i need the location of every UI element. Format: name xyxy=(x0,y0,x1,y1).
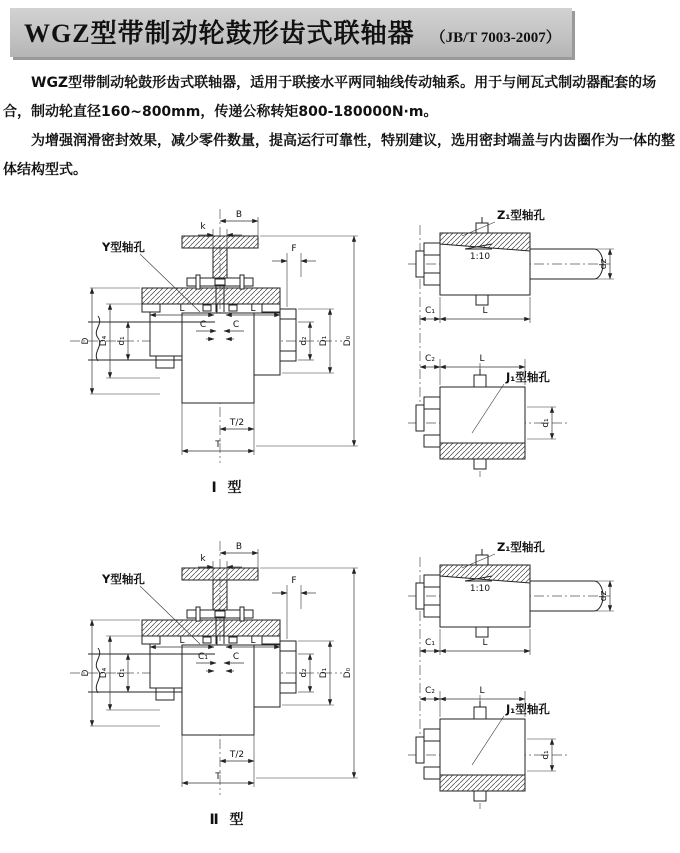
dim-label-D: D xyxy=(81,669,91,677)
dim-label-k: k xyxy=(200,554,206,564)
j1-bore-view xyxy=(408,354,570,477)
taper-label: 1:10 xyxy=(469,584,491,594)
brake-wheel-rim-section xyxy=(182,568,258,580)
dim-label-T-half: T/2 xyxy=(229,418,245,428)
dim-label-C2: C₂ xyxy=(425,686,435,696)
dim-label-L-j: L xyxy=(479,354,485,364)
callout-y-bore: Y型轴孔 xyxy=(102,240,145,254)
dim-label-L-left: L xyxy=(179,636,185,646)
paragraph-1: WGZ型带制动轮鼓形齿式联轴器，适用于联接水平两同轴线传动轴系。用于与闸瓦式制动器配套的场合，制动轮直径160~800mm，传递公称转矩800-180000N·m。 xyxy=(3,75,657,120)
dim-label-D0: D₀ xyxy=(343,335,353,347)
figure-caption: Ⅰ 型 xyxy=(211,480,245,496)
gear-ring-section xyxy=(142,620,280,636)
intro-text xyxy=(3,69,677,185)
dim-label-C2: C₂ xyxy=(425,354,435,364)
dim-label-dz: dz xyxy=(599,258,609,270)
dim-label-D0: D₀ xyxy=(343,667,353,679)
dim-label-L-z: L xyxy=(482,638,488,648)
dim-label-D1: D₁ xyxy=(319,335,329,347)
dim-label-B: B xyxy=(235,210,243,220)
dim-label-C1: C₁ xyxy=(425,306,435,316)
coupling-figure xyxy=(10,191,680,501)
dim-label-C-right: C xyxy=(232,652,240,662)
page-title: WGZ型带制动轮鼓形齿式联轴器 xyxy=(24,19,415,48)
j1-bore-view xyxy=(408,686,570,809)
callout-z1-bore: Z₁型轴孔 xyxy=(497,540,545,554)
dim-label-d1-j: d₁ xyxy=(541,750,551,760)
dim-label-d2: d₂ xyxy=(299,668,309,678)
dim-label-T: T xyxy=(215,440,221,450)
paragraph-2: 为增强润滑密封效果，减少零件数量，提高运行可靠性，特别建议，选用密封端盖与内齿圈作为一体的整体结构型式。 xyxy=(3,133,675,178)
dim-label-F: F xyxy=(291,576,297,586)
dim-label-D4: D₄ xyxy=(99,335,109,347)
callout-j1-bore: J₁型轴孔 xyxy=(506,370,550,384)
dim-label-L-right: L xyxy=(250,636,256,646)
j1-taper-section xyxy=(440,443,525,459)
dim-label-F: F xyxy=(291,244,297,254)
dim-label-d1: d₁ xyxy=(117,336,127,346)
dim-label-d2: d₂ xyxy=(299,336,309,346)
figure-caption: Ⅱ 型 xyxy=(209,812,247,828)
dim-label-C-right: C xyxy=(232,320,240,330)
dim-label-C1: C₁ xyxy=(425,638,435,648)
title-banner xyxy=(10,8,572,57)
callout-y-bore: Y型轴孔 xyxy=(102,572,145,586)
dim-label-d1-j: d₁ xyxy=(541,418,551,428)
dim-label-L-left: L xyxy=(179,304,185,314)
coupling-drawing xyxy=(10,523,670,833)
coupling-drawing xyxy=(10,191,670,501)
j1-taper-section xyxy=(440,775,525,791)
dim-label-B: B xyxy=(235,542,243,552)
dim-label-T-half: T/2 xyxy=(229,750,245,760)
dim-label-k: k xyxy=(200,222,206,232)
brake-wheel-web-section xyxy=(213,580,227,610)
brake-wheel-rim-section xyxy=(182,236,258,248)
dim-label-L-j: L xyxy=(479,686,485,696)
dim-label-L-z: L xyxy=(482,306,488,316)
taper-label: 1:10 xyxy=(469,252,491,262)
dim-label-dz: dz xyxy=(599,590,609,602)
coupling-figure xyxy=(10,523,680,833)
dim-label-D: D xyxy=(81,337,91,345)
gear-ring-section xyxy=(142,288,280,304)
dim-label-C-left: C xyxy=(199,320,207,330)
dim-label-d1: d₁ xyxy=(117,668,127,678)
standard-number: （JB/T 7003-2007） xyxy=(430,30,561,46)
dim-label-L-right: L xyxy=(250,304,256,314)
callout-z1-bore: Z₁型轴孔 xyxy=(497,208,545,222)
dim-label-C-left: C₁ xyxy=(198,652,208,662)
dim-label-T: T xyxy=(215,772,221,782)
dim-label-D4: D₄ xyxy=(99,667,109,679)
dim-label-D1: D₁ xyxy=(319,667,329,679)
drawings-area xyxy=(0,191,680,833)
callout-j1-bore: J₁型轴孔 xyxy=(506,702,550,716)
brake-wheel-web-section xyxy=(213,248,227,278)
